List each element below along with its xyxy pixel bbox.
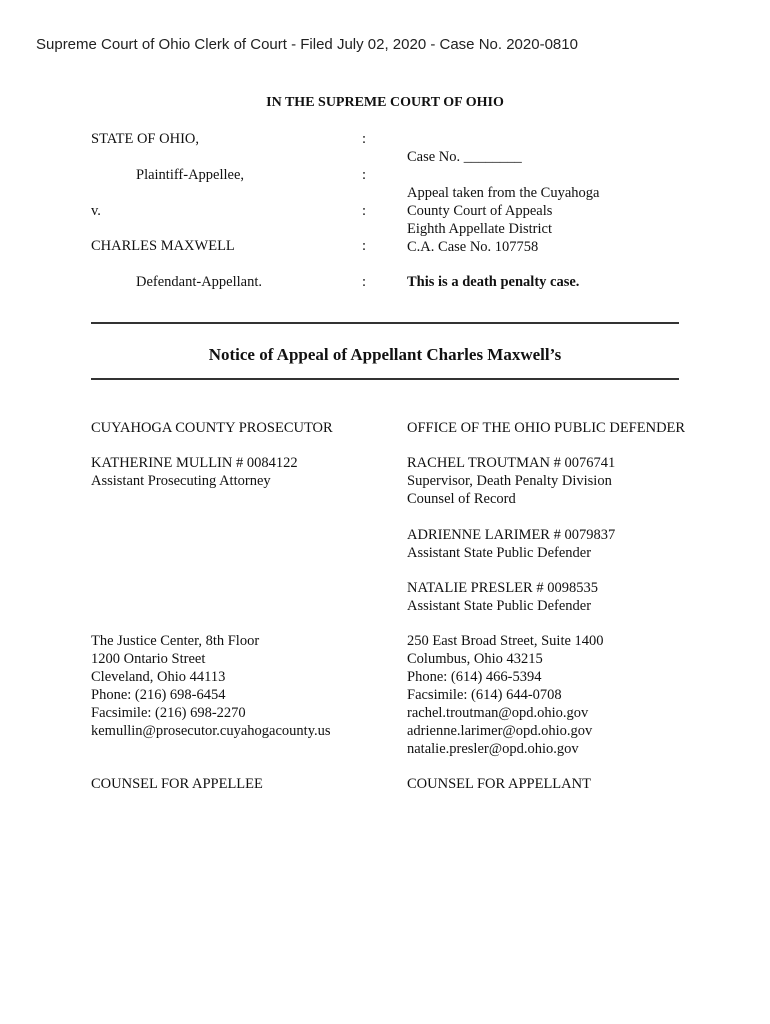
attorney-title: Assistant State Public Defender	[407, 545, 592, 561]
counsel-for-appellant: COUNSEL FOR APPELLANT	[407, 776, 591, 792]
plaintiff-role: Plaintiff-Appellee,	[136, 167, 245, 183]
appellee-address	[91, 632, 331, 740]
appeal-line: Appeal taken from the Cuyahoga	[407, 185, 600, 201]
caption-colon: :	[362, 203, 367, 219]
appellee-office: CUYAHOGA COUNTY PROSECUTOR	[91, 420, 333, 436]
attorney-name: RACHEL TROUTMAN # 0076741	[407, 455, 616, 471]
death-penalty-note: This is a death penalty case.	[407, 274, 580, 290]
address-line: Facsimile: (614) 644-0708	[407, 687, 562, 703]
appeal-info	[407, 184, 599, 256]
address-line: Cleveland, Ohio 44113	[91, 669, 226, 685]
address-line: 250 East Broad Street, Suite 1400	[407, 633, 604, 649]
address-line: Facsimile: (216) 698-2270	[91, 705, 246, 721]
address-line: Phone: (614) 466-5394	[407, 669, 542, 685]
attorney-name: KATHERINE MULLIN # 0084122	[91, 455, 298, 471]
caption-colon: :	[362, 238, 367, 254]
address-line: kemullin@prosecutor.cuyahogacounty.us	[91, 723, 331, 739]
appellant-attorney-1	[407, 454, 615, 508]
address-line: 1200 Ontario Street	[91, 651, 206, 667]
divider-top	[91, 322, 679, 324]
filing-stamp: Supreme Court of Ohio Clerk of Court - Filed July 02, 2020 - Case No. 2020-0810	[36, 36, 578, 53]
court-title: IN THE SUPREME COURT OF OHIO	[266, 95, 504, 110]
appellee-attorney	[91, 454, 298, 490]
appellant-address	[407, 632, 604, 758]
attorney-name: NATALIE PRESLER # 0098535	[407, 580, 598, 596]
divider-bottom	[91, 378, 679, 380]
defendant-role: Defendant-Appellant.	[136, 274, 263, 290]
counsel-for-appellee: COUNSEL FOR APPELLEE	[91, 776, 263, 792]
address-line: Columbus, Ohio 43215	[407, 651, 543, 667]
attorney-title: Supervisor, Death Penalty Division	[407, 473, 612, 489]
appeal-line: C.A. Case No. 107758	[407, 239, 539, 255]
appeal-line: Eighth Appellate District	[407, 221, 552, 237]
caption-colon: :	[362, 274, 367, 290]
appellant-attorney-3	[407, 579, 598, 615]
attorney-title: Counsel of Record	[407, 491, 516, 507]
defendant-name: CHARLES MAXWELL	[91, 238, 235, 254]
address-line: The Justice Center, 8th Floor	[91, 633, 260, 649]
plaintiff-name: STATE OF OHIO,	[91, 131, 199, 147]
address-line: natalie.presler@opd.ohio.gov	[407, 741, 579, 757]
versus: v.	[91, 203, 101, 219]
appeal-line: County Court of Appeals	[407, 203, 553, 219]
notice-title: Notice of Appeal of Appellant Charles Maxwell’s	[208, 345, 562, 364]
caption-colon: :	[362, 167, 367, 183]
case-number: Case No. ________	[407, 149, 522, 165]
attorney-title: Assistant Prosecuting Attorney	[91, 473, 271, 489]
address-line: rachel.troutman@opd.ohio.gov	[407, 705, 589, 721]
attorney-title: Assistant State Public Defender	[407, 598, 592, 614]
attorney-name: ADRIENNE LARIMER # 0079837	[407, 527, 616, 543]
address-line: Phone: (216) 698-6454	[91, 687, 226, 703]
caption-colon: :	[362, 131, 367, 147]
appellant-attorney-2	[407, 526, 615, 562]
address-line: adrienne.larimer@opd.ohio.gov	[407, 723, 593, 739]
appellant-office: OFFICE OF THE OHIO PUBLIC DEFENDER	[407, 420, 686, 436]
